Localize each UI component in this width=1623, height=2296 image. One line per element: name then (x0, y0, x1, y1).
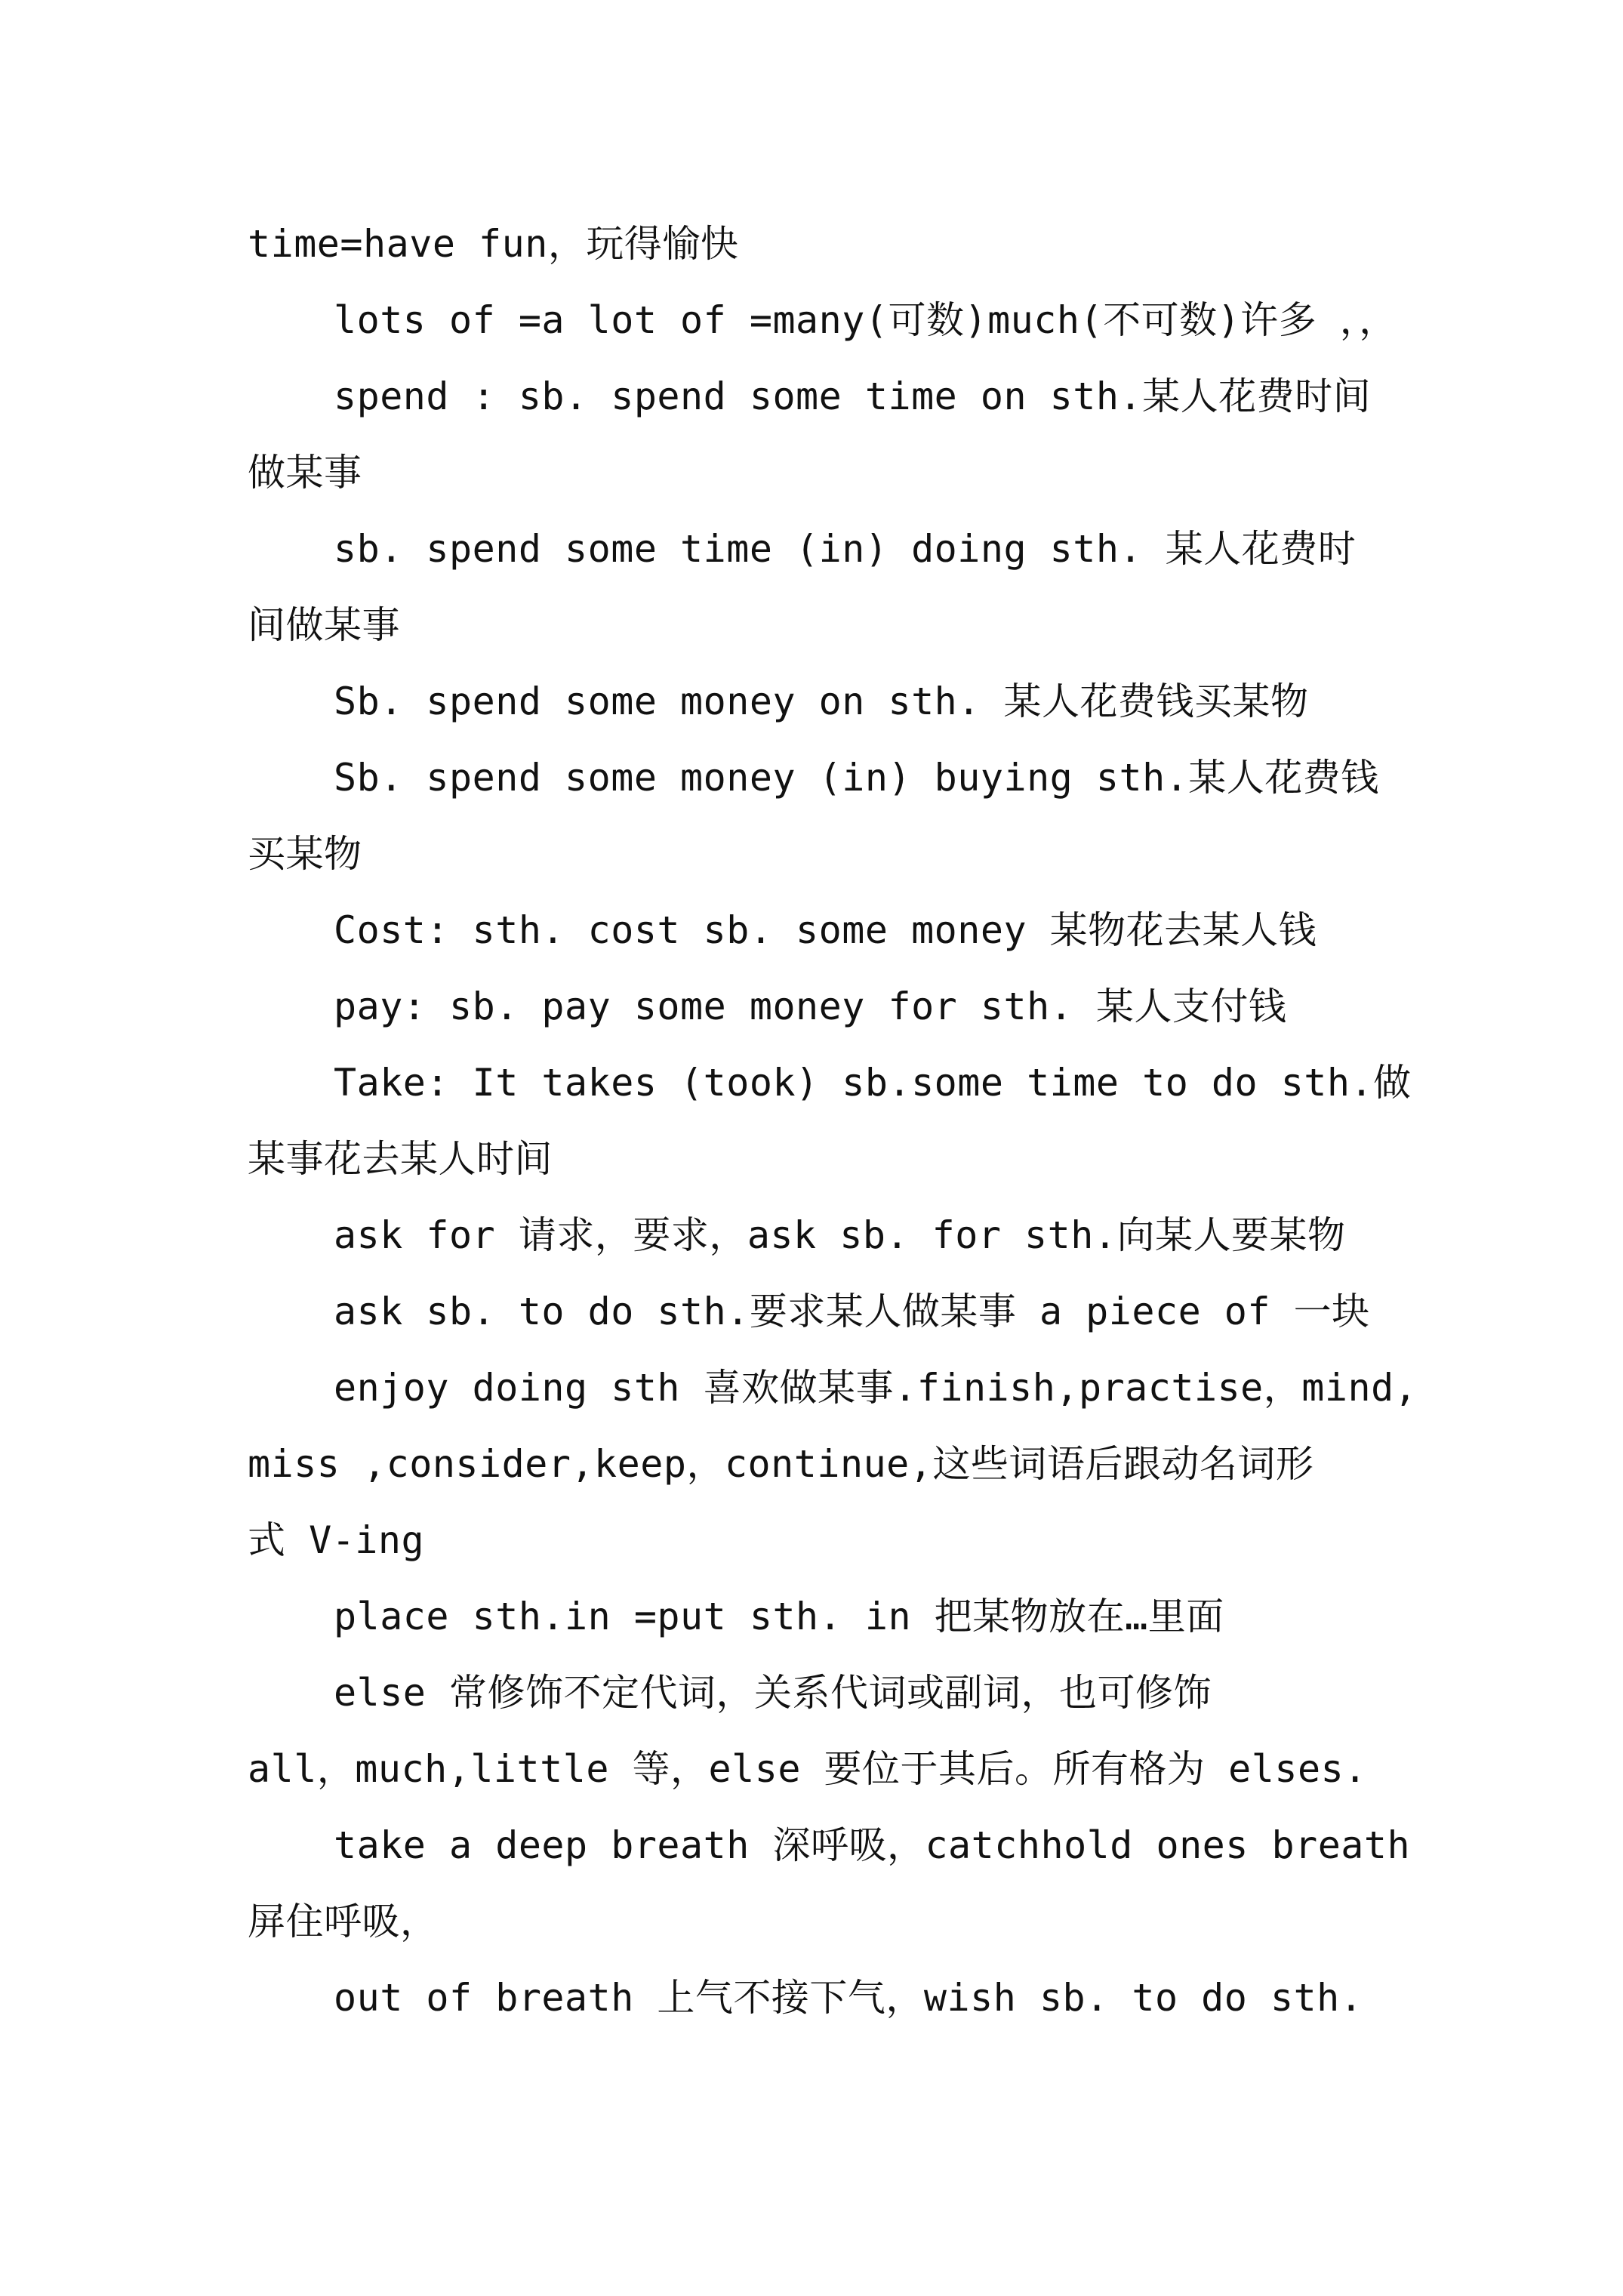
text-line: enjoy doing sth 喜欢做某事.finish,practise，mind, (334, 1366, 1418, 1410)
text-line: ask sb. to do sth.要求某人做某事 a piece of 一块 (334, 1290, 1370, 1333)
text-line: pay: sb. pay some money for sth. 某人支付钱 (334, 985, 1287, 1028)
text-line: Take: It takes (took) sb.some time to do sth.做 (334, 1061, 1412, 1105)
text-line: lots of =a lot of =many(可数)much(不可数)许多 ，， (334, 298, 1397, 342)
text-line: sb. spend some time (in) doing sth. 某人花费时 (334, 527, 1357, 571)
text-line: else 常修饰不定代词，关系代词或副词，也可修饰 (334, 1671, 1212, 1715)
text-line: 间做某事 (248, 603, 400, 647)
text-line: out of breath 上气不接下气，wish sb. to do sth. (334, 1976, 1363, 2020)
text-line: ask for 请求，要求，ask sb. for sth.向某人要某物 (334, 1213, 1346, 1257)
text-line: 做某事 (248, 451, 362, 495)
text-line: place sth.in =put sth. in 把某物放在…里面 (334, 1595, 1224, 1638)
text-line: Sb. spend some money on sth. 某人花费钱买某物 (334, 680, 1309, 723)
text-line: take a deep breath 深呼吸，catchhold ones breath (334, 1823, 1411, 1867)
text-column (248, 214, 1418, 2045)
text-line: 某事花去某人时间 (248, 1137, 553, 1181)
text-line: miss ,consider,keep，continue,这些词语后跟动名词形 (248, 1442, 1314, 1486)
text-line: Cost: sth. cost sb. some money 某物花去某人钱 (334, 908, 1317, 952)
text-line: spend : sb. spend some time on sth.某人花费时间 (334, 374, 1372, 418)
text-line: time=have fun，玩得愉快 (248, 222, 739, 266)
text-line: all，much,little 等，else 要位于其后。所有格为 elses. (248, 1747, 1367, 1791)
text-line: 屏住呼吸， (248, 1900, 439, 1943)
text-line: 买某物 (248, 832, 362, 876)
text-line: Sb. spend some money (in) buying sth.某人花费钱 (334, 756, 1379, 800)
text-line: 式 V-ing (248, 1518, 425, 1562)
